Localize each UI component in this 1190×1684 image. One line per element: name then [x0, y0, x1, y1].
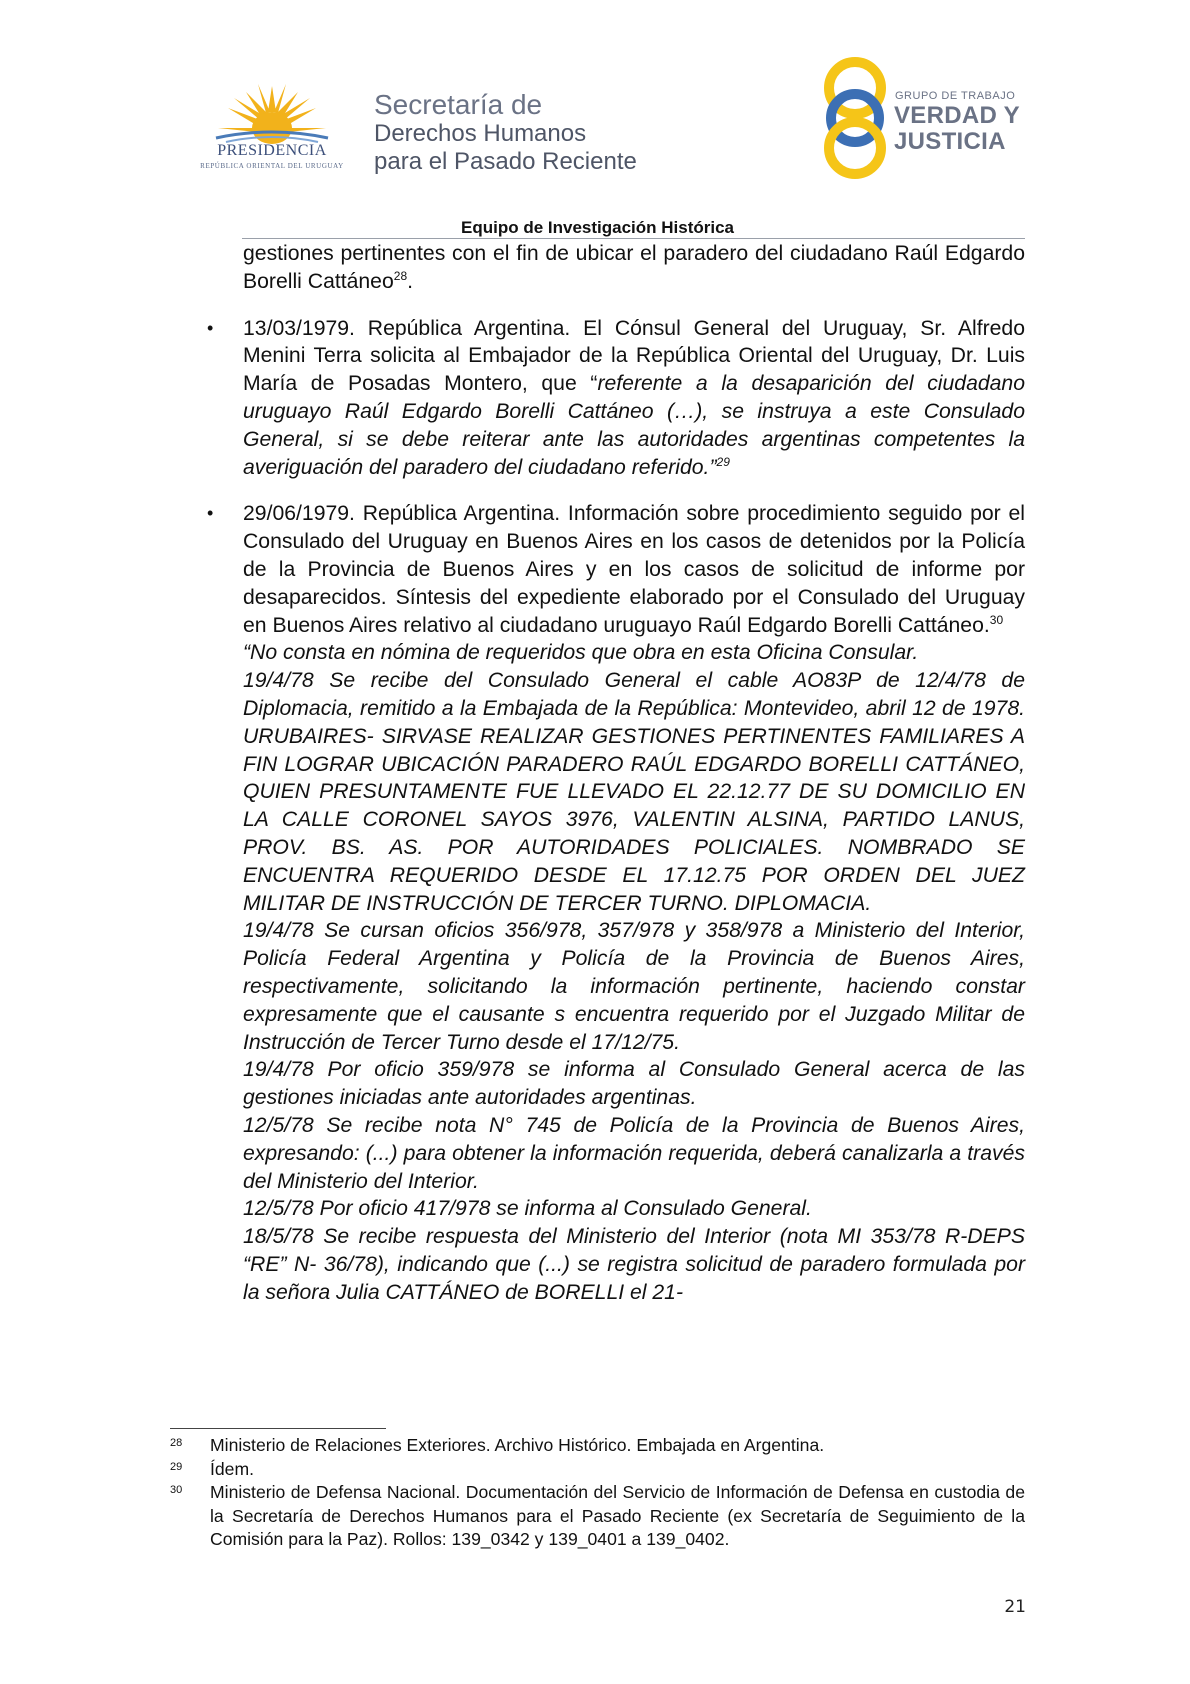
bullet-marker: • — [207, 317, 214, 338]
quote-line: 19/4/78 Se cursan oficios 356/978, 357/978 y 358/978 a Ministerio del Interior, Policía Federal Argentina y Policía de la Provincia de Buenos Aires, respectivamente, solicitando la información pertinente, haciendo constar expresamente que el causante s encuentra requerido por el Juzgado Militar de Instrucción de Tercer Turno desde el 17/12/75. — [243, 919, 1025, 1054]
quote-line: 19/4/78 Se recibe del Consulado General el cable AO83P de 12/4/78 de Diplomacia, remitido a la Embajada de la República: Montevideo, abril 12 de 1978. URUBAIRES- SIRVASE REALIZAR GESTIONES PERTINENTES FAMILIARES A FIN LOGRAR UBICACIÓN PARADERO RAÚL EDGARDO BORELLI CATTÁNEO, QUIEN PRESUNTAMENTE FUE LLEVADO EL 22.12.77 DE SU DOMICILIO EN LA CALLE CORONEL SAYOS 3976, VALENTIN ALSINA, PARTIDO LANUS, PROV. BS. AS. POR AUTORIDADES POLICIALES. NOMBRADO SE ENCUENTRA REQUERIDO DESDE EL 17.12.75 POR ORDEN DEL JUEZ MILITAR DE INSTRUCCIÓN DE TERCER TURNO. DIPLOMACIA. — [243, 669, 1025, 915]
quote-line: 12/5/78 Se recibe nota N° 745 de Policía de la Provincia de Buenos Aires, expresando: (...) para obtener la información requerida, deberá canalizarla a través del Ministerio del Interior. — [243, 1113, 1025, 1193]
secretaria-title — [374, 89, 704, 176]
bullet-text — [243, 315, 1025, 482]
footnote-text: Ministerio de Defensa Nacional. Documentación del Servicio de Información de Defensa en custodia de la Secretaría de Derechos Humanos para el Pasado Reciente (ex Secretaría de Seguimiento de la Comisión para la Paz). Rollos: 139_0342 y 139_0401 a 139_0402. — [210, 1482, 1025, 1550]
footnote-number: 30 — [170, 1484, 183, 1497]
footnote-text: Ídem. — [210, 1458, 255, 1479]
secretaria-line-2: Derechos Humanos — [374, 120, 587, 147]
footnote-ref-28: 28 — [393, 268, 408, 283]
bullet-marker: • — [207, 503, 214, 524]
quote-line: 19/4/78 Por oficio 359/978 se informa al Consulado General acerca de las gestiones iniciadas ante autoridades argentinas. — [243, 1058, 1025, 1110]
secretaria-line-3: para el Pasado Reciente — [374, 148, 637, 175]
footnote-item — [170, 1481, 1025, 1552]
grupo-small-label: GRUPO DE TRABAJO — [895, 90, 1016, 102]
sun-emblem-icon — [196, 82, 348, 144]
list-item — [207, 315, 1025, 482]
footnote-number: 28 — [170, 1437, 183, 1449]
footnotes — [170, 1434, 1025, 1552]
quote-line: 18/5/78 Se recibe respuesta del Ministerio del Interior (nota MI 353/78 R-DEPS “RE” N- 36/78), indicando que (...) se registra solicitud de paradero formulada por la señora Julia CATTÁNEO de BORELLI el 21- — [243, 1225, 1025, 1304]
paragraph-end: . — [407, 269, 414, 293]
header-divider — [242, 238, 1025, 239]
presidencia-subtitle: REPÚBLICA ORIENTAL DEL URUGUAY — [200, 162, 344, 170]
footnote-divider — [170, 1428, 386, 1429]
footnote-ref-29: 29 — [716, 454, 730, 469]
footnote-ref-30: 30 — [989, 612, 1004, 627]
secretaria-line-1: Secretaría de — [374, 89, 543, 120]
quote-line: 12/5/78 Por oficio 417/978 se informa al Consulado General. — [243, 1197, 812, 1221]
quote-line: “No consta en nómina de requeridos que obra en esta Oficina Consular. — [243, 641, 919, 665]
grupo-title-line-2: JUSTICIA — [894, 128, 1006, 155]
presidencia-logo — [196, 82, 348, 174]
bullet-text — [243, 500, 1025, 639]
footnote-number: 29 — [170, 1460, 183, 1473]
verdad-justicia-logo — [820, 56, 1040, 180]
bullet-normal-text: 13/03/1979. República Argentina. El Cónsul General del Uruguay, Sr. Alfredo Menini Terra solicita al Embajador de la República Oriental del Uruguay, Dr. Luis María de Posadas Montero, que “ — [243, 316, 1025, 396]
presidencia-name: PRESIDENCIA — [217, 142, 327, 159]
grupo-title-line-1: VERDAD Y — [894, 102, 1020, 129]
interlocking-rings-icon — [820, 56, 890, 180]
paragraph-text: gestiones pertinentes con el fin de ubicar el paradero del ciudadano Raúl Edgardo Borelli Cattáneo — [243, 242, 1025, 293]
bullet-quote-text: referente a la desaparición del ciudadano uruguayo Raúl Edgardo Borelli Cattáneo (…), se instruya a este Consulado General, si se debe reiterar ante las autoridades argentinas competentes la averiguación del paradero del ciudadano referido.” — [243, 372, 1025, 479]
document-body — [207, 240, 1025, 1306]
bullet-normal-text: 29/06/1979. República Argentina. Información sobre procedimiento seguido por el Consulado del Uruguay en Buenos Aires en los casos de detenidos por la Policía de la Provincia de Buenos Aires y en los casos de solicitud de informe por desaparecidos. Síntesis del expediente elaborado por el Consulado del Uruguay en Buenos Aires relativo al ciudadano uruguayo Raúl Edgardo Borelli Cattáneo. — [243, 502, 1025, 637]
footnote-item — [170, 1434, 1025, 1458]
footnote-text: Ministerio de Relaciones Exteriores. Archivo Histórico. Embajada en Argentina. — [210, 1435, 825, 1455]
page-number: 21 — [1004, 1597, 1026, 1617]
continuation-paragraph — [243, 240, 1025, 296]
team-title: Equipo de Investigación Histórica — [461, 218, 734, 237]
footnote-item — [170, 1458, 1025, 1482]
list-item — [207, 500, 1025, 1306]
